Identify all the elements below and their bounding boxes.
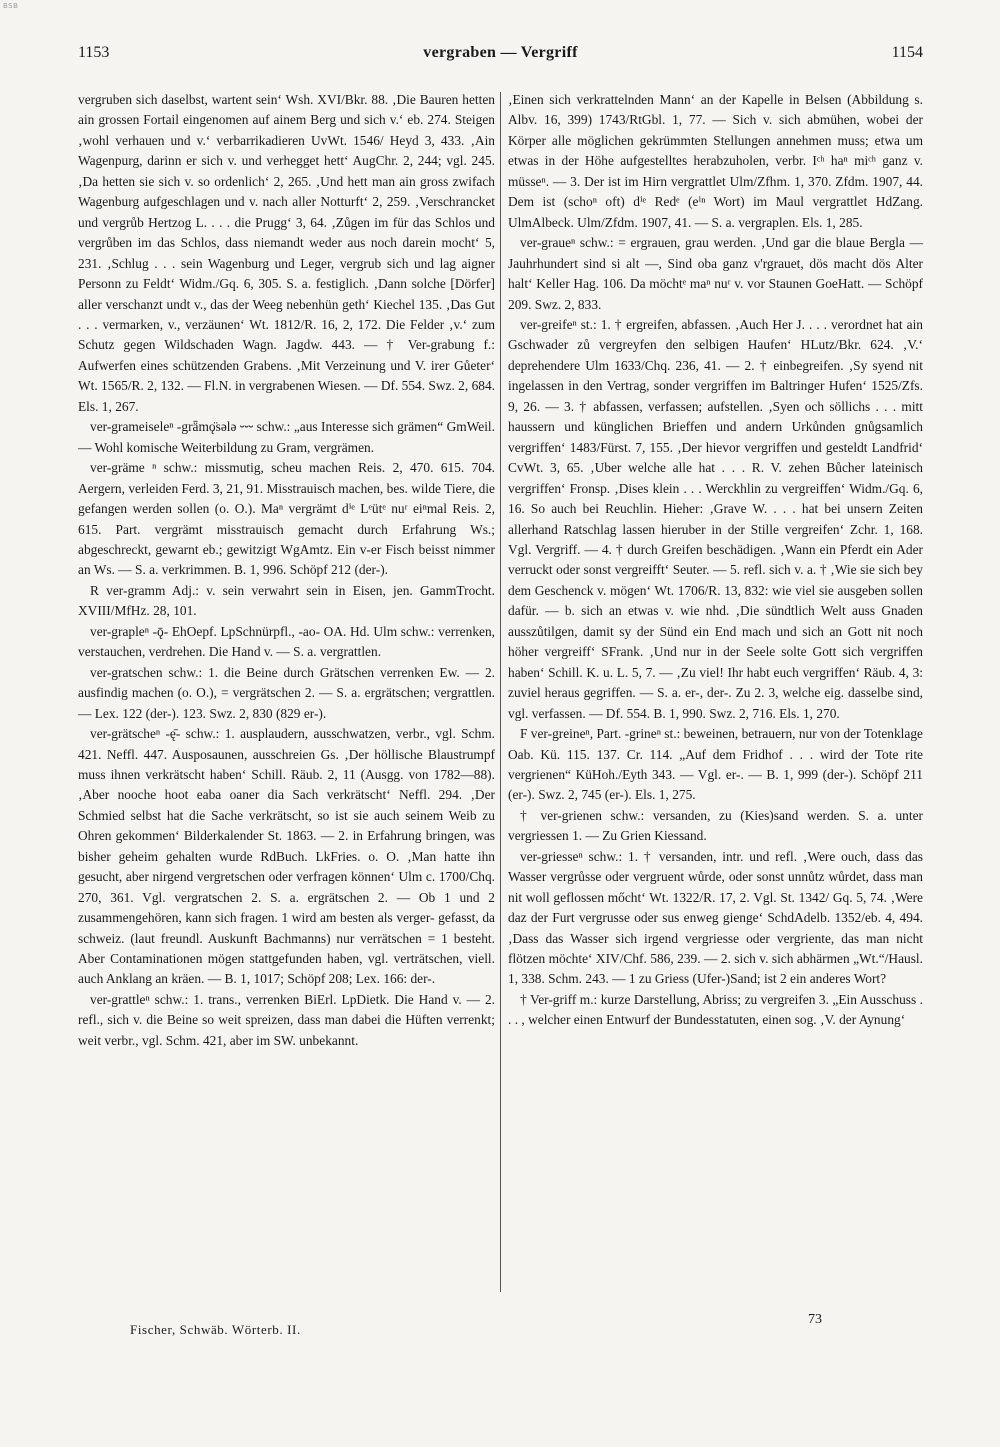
column-rule — [500, 92, 501, 1292]
page-number-right: 1154 — [891, 44, 923, 61]
dictionary-entry: † Ver-griff m.: kurze Darstellung, Abriss; zu vergreifen 3. „Ein Ausschuss . . . , welcher einen Entwurf der Bundesstatuten, einen sog. ‚V. der Aynung‘ — [508, 991, 923, 1028]
right-column — [508, 90, 923, 1031]
dictionary-entry: ver-grameiseleⁿ -grǟmǫ̈səlǝ ⏑⏑⏑ schw.: „aus Interesse sich grämen“ GmWeil. — Wohl komische Weiterbildung zu Gram, vergrämen. — [78, 419, 495, 455]
dictionary-entry: ver-graueⁿ schw.: = ergrauen, grau werden. ‚Und gar die blaue Bergla — Jauhrhundert sind si alt —, Sind oba ganz v'rgrauet, dös macht dös Alter halt‘ Keller Hag. 106. Da möchtᵉ maⁿ nuʳ v. vor Staunen GoeHatt. — Schöpf 209. Swz. 2, 833. — [508, 235, 923, 312]
left-column — [78, 90, 495, 1051]
dictionary-entry: ver-grätscheⁿ -ę̄- schw.: 1. ausplaudern, ausschwatzen, verbr., vgl. Schm. 421. Neffl. 447. Ausposaunen, ausschreien Gs. ‚Der höllische Blaustrumpf muss ihnen verkrätscht haben‘ Schill. Räub. 2, 11 (Ausgg. von 1782—88). ‚Aber nooche hoot eaba oaner dia Sach verkrätscht‘ Neffl. 294. ‚Der Schmied selbst hat die Sache verkrätscht, so ist sie auch seinem Weib zu Ohren gekommen‘ Bilderkalender St. 1863. — 2. in Erfahrung bringen, was bisher geheim gehalten wurde RdBuch. LkFries. o. O. ‚Man hatte ihn gesucht, aber nirgend vergretschen oder verfragen können‘ Ulm c. 1700/Chq. 270, 361. Vgl. vergratschen 2. S. a. ergrätschen 2. — Ob 1 und 2 zusammengehören, kann sich fragen. 1 wird am besten als verger- gefasst, da schweiz. (laut freundl. Auskunft Bachmanns) nur verrätschen = 1 besteht. Aber Contaminationen mögen stattgefunden haben, vgl. verträtschen, viell. auch Anklang an kräen. — B. 1, 1017; Schöpf 208; Lex. 166: der-. — [78, 726, 495, 987]
dictionary-entry: † ver-grienen schw.: versanden, zu (Kies)sand werden. S. a. unter vergriessen 1. — Zu Grien Kiessand. — [508, 807, 923, 844]
dictionary-entry: ver-grapleⁿ -ǭ- EhOepf. LpSchnürpfl., -ao- OA. Hd. Ulm schw.: verrenken, verstauchen, verdrehen. Die Hand v. — S. a. vergrattlen. — [78, 623, 495, 660]
page-number-left: 1153 — [78, 44, 110, 61]
dictionary-entry: ver-grattleⁿ schw.: 1. trans., verrenken BiErl. LpDietk. Die Hand v. — 2. refl., sich v. die Beine so weit spreizen, dass man dabei die Hüften verrenkt; weit verbr., vgl. Schm. 421, aber im SW. unbekannt. — [78, 991, 495, 1048]
dictionary-entry: ver-griesseⁿ schw.: 1. † versanden, intr. und refl. ‚Were ouch, dass das Wasser vergrůsse oder vergruent wůrde, oder sonst unnůtz wůrdet, dass man nit woll geflossen mőcht‘ Wt. 1322/R. 17, 2. Vgl. St. 1342/ Gq. 5, 74. ‚Were daz der Furt vergrusse oder sus enweg gienge‘ SchdAdelb. 1352/eb. 4, 494. ‚Dass das Wasser sich irgend vergriesse oder vergriente, das man nicht flötzen möchte‘ XIV/Chf. 586, 239. — 2. sich v. sich abhärmen „Wt.“/Hausl. 1, 338. Schm. 243. — 1 zu Griess (Ufer-)Sand; ist 2 ein anderes Wort? — [508, 848, 923, 987]
running-header — [78, 44, 923, 72]
dictionary-entry: ver-gräme ⁿ schw.: missmutig, scheu machen Reis. 2, 470. 615. 704. Aergern, verleiden Ferd. 3, 21, 91. Misstrauisch machen, bes. wilde Tiere, die gefangen werden sollen (o. O.). Maⁿ vergrämt dⁱᵉ Lᵉütᵉ nuʳ eiⁿmal Reis. 2, 615. Part. vergrämt misstrauisch gemacht durch Erfahrung Ws.; abgeschreckt, gewarnt eb.; gewitzigt WgAmtz. Ein v-er Fisch beisst nimmer an Ws. — S. a. verkrimmen. B. 1, 996. Schöpf 212 (der-). — [78, 460, 495, 578]
entry-continuation: vergruben sich daselbst, wartent sein‘ Wsh. XVI/Bkr. 88. ‚Die Bauren hetten ain grossen Fortail eingenomen auf ainem Berg und sich v.‘ eb. 274. Steigen ‚wohl verhauen und v.‘ verbarrikadieren UvWt. 1546/ Heyd 3, 433. ‚Ain Wagenpurg, darinn er sich v. und verhegget hett‘ AugChr. 2, 244; vgl. 245. ‚Da hetten sie sich v. so ordenlich‘ 2, 265. ‚Und hett man ain gross zwifach Wagenburg aufgeschlagen und v. nach aller Notturft‘ 2, 259. ‚Verschrancket und vergrůb Hertzog L. . . . die Prugg‘ 3, 64. ‚Zůgen im für das Schlos und vergrůben im das Schlos, dass niemandt weder aus noch darein mocht‘ 5, 231. ‚Schlug . . . sein Wagenburg und Leger, vergrub sich und lag aigner Personn zu Feldt‘ Widm./Gq. 6, 305. S. a. festiglich. ‚Dann solche [Dörfer] aller verschanzt undt v., das der Weeg nebenhün geth‘ Kiechel 135. ‚Das Gut . . . vermarken, v., verzäunen‘ Wt. 1812/R. 16, 2, 172. Die Felder ‚v.‘ zum Schutz gegen Wildschaden Wagn. Jagdw. 443. — † Ver-grabung f.: Aufwerfen eines schützenden Grabens. ‚Mit Verzeinung und V. irer Gůeter‘ Wt. 1565/R. 2, 132. — Fl.N. in vergrabenen Wiesen. — Df. 554. Swz. 2, 684. Els. 1, 267. — [78, 92, 496, 414]
header-title: vergraben — Vergriff — [423, 44, 578, 61]
dictionary-entry: ver-gratschen schw.: 1. die Beine durch Grätschen verrenken Ew. — 2. ausfindig machen (o. O.), = vergrätschen 2. — S. a. ergrätschen; vergrattlen. — Lex. 122 (der-). 123. Swz. 2, 830 (829 er-). — [78, 664, 495, 721]
dictionary-entry: R ver-gramm Adj.: v. sein verwahrt sein in Eisen, jen. GammTrocht. XVIII/MfHz. 28, 101. — [78, 582, 495, 619]
dictionary-entry: ver-greifeⁿ st.: 1. † ergreifen, abfassen. ‚Auch Her J. . . . verordnet hat ain Gschwader zů vergreyfen den selbigen Haufen‘ HLutz/Bkr. 624. ‚V.‘ deprehendere Ulm 1633/Chq. 236, 41. — 2. † einbegreifen. ‚Sy syend nit ingelassen in den Vertrag, sonder vergriffen im Baltringer Hufen‘ 1525/Zfs. 9, 26. — 3. † abfassen, verfassen; aufstellen. ‚Syen och söllichs . . . mitt haussern und künglichen Brieffen und andern Urkůnden gnůgsamlich vergriffen‘ 1483/Fürst. 7, 155. ‚Der hievor vergriffen und gesteldt Landfrid‘ CvWt. 3, 65. ‚Uber welche alle hat . . . R. V. zehen Bůcher lateinisch vergriffen‘ Fronsp. ‚Dises klein . . . Werckhlin zu vergreiffen‘ Widm./Gq. 6, 16. So auch bei Reuchlin. Hieher: ‚Grave W. . . . hat bei unsern Zeiten allerhand Ratschlag lassen hieruber in der Stille vergreifen‘ Zchr. 1, 168. Vgl. Vergriff. — 4. † durch Greifen beschädigen. ‚Wann ein Pferdt ein Ader verruckt oder sonst vergreifft‘ Seuter. — 5. refl. sich v. a. † ‚Wie sie sich bey dem Geschenck v. mögen‘ Wt. 1706/R. 13, 832: wie viel sie ausgeben sollen dafür. — b. sich an etwas v. wie nhd. ‚Die sündtlich Welt auss Gnaden ausszůtilgen, damit sy der Sünd ein End mach und sich an Gott nit noch höher vergreiff‘ SFrank. ‚Und nur in der Seele solte Gott sich vergriffen haben‘ Schill. K. u. L. 5, 7. — ‚Zu viel! Ihr habt euch vergriffen‘ Räub. 4, 3: zuviel heraus gegriffen. — S. a. er-, der-. Zu 2. 3, welche eig. dasselbe sind, vgl. verfassen. — Df. 554. B. 1, 990. Swz. 2, 716. Els. 1, 270. — [508, 316, 923, 721]
library-stamp: BSB — [3, 2, 19, 10]
entry-continuation: ‚Einen sich verkrattelnden Mann‘ an der Kapelle in Belsen (Abbildung s. Albv. 16, 399) 1743/RtGbl. 1, 77. — Sich v. sich abmühen, wobei der Körper alle möglichen gekrümmten Stellungen annehmen muss; etwa um etwas in der Höhe aufgestelltes herabzuholen, verbr. Iᶜʰ haⁿ miᶜʰ ganz v. müsseⁿ. — 3. Der ist im Hirn vergrattlet Ulm/Zfhm. 1, 370. Zfdm. 1907, 44. Dem ist (schoⁿ oft) dⁱᵉ Redᵉ (eⁱⁿ Wort) im Maul vergrattlet HdZang. UlmAlbeck. Ulm/Zfdm. 1907, 41. — S. a. vergraplen. Els. 1, 285. — [508, 92, 923, 230]
footer-imprint: Fischer, Schwäb. Wörterb. II. — [130, 1322, 301, 1337]
dictionary-entry: F ver-greineⁿ, Part. -grineⁿ st.: beweinen, betrauern, nur von der Totenklage Oab. Kü. 115. 137. Cr. 114. „Auf dem Fridhof . . . wird der Tote rite vergrienen“ KüHoh./Eyth 343. — Vgl. er-. — B. 1, 999 (der-). Schöpf 211 (er-). Swz. 2, 745 (er-). Els. 1, 275. — [508, 726, 923, 803]
signature-mark: 73 — [808, 1312, 822, 1327]
